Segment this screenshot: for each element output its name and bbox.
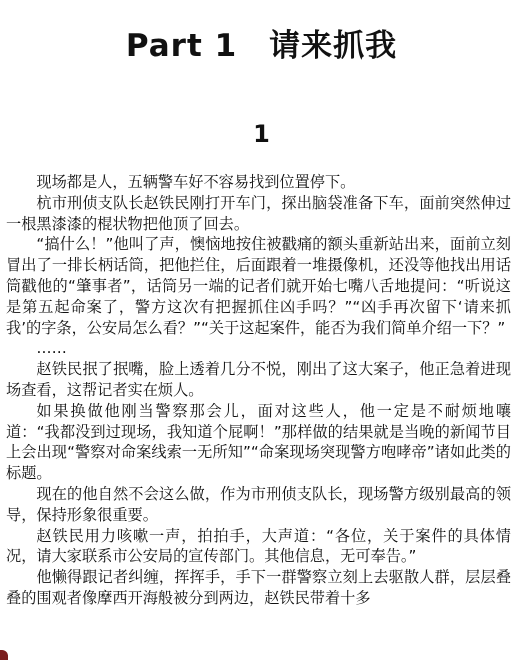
paragraph-ellipsis: …… bbox=[36, 339, 67, 358]
paragraph: 杭市刑侦支队长赵铁民刚打开车门，探出脑袋准备下车，面前突然伸过一根黑漆漆的棍状物把他顶了回去。 bbox=[6, 193, 511, 233]
part-title: Part 1 请来抓我 bbox=[125, 28, 398, 64]
corner-tab-decoration bbox=[0, 650, 8, 660]
paragraph: “搞什么！”他叫了声，懊恼地按住被戳痛的额头重新站出来，面前立刻冒出了一排长柄话筒，把他拦住，后面跟着一堆摄像机，还没等他找出用话筒戳他的“肇事者”，话筒另一端的记者们就开始七嘴八舌地提问：“听说这是第五起命案了，警方这次有把握抓住凶手吗？”“凶手再次留下‘请来抓我’的字条，公安局怎么看？”“关于这起案件，能否为我们简单介绍一下？” bbox=[6, 235, 511, 337]
paragraph: 现在的他自然不会这么做，作为市刑侦支队长，现场警方级别最高的领导，保持形象很重要。 bbox=[6, 484, 511, 524]
paragraph: 现场都是人，五辆警车好不容易找到位置停下。 bbox=[36, 173, 356, 191]
paragraph: 他懒得跟记者纠缠，挥挥手，手下一群警察立刻上去驱散人群，层层叠叠的围观者像摩西开海般被分到两边，赵铁民带着十多 bbox=[6, 568, 511, 607]
chapter-body bbox=[6, 172, 511, 609]
paragraph: 赵铁民用力咳嗽一声，拍拍手，大声道：“各位，关于案件的具体情况，请大家联系市公安局的宣传部门。其他信息，无可奉告。” bbox=[6, 526, 511, 566]
paragraph: 赵铁民抿了抿嘴，脸上透着几分不悦，刚出了这大案子，他正急着进现场查看，这帮记者实在烦人。 bbox=[6, 360, 511, 399]
section-number: 1 bbox=[253, 120, 270, 148]
paragraph: 如果换做他刚当警察那会儿，面对这些人，他一定是不耐烦地嚷道：“我都没到过现场，我知道个屁啊！”那样做的结果就是当晚的新闻节目上会出现“警察对命案线索一无所知”“命案现场突现警方咆哮帝”诸如此类的标题。 bbox=[6, 401, 511, 483]
